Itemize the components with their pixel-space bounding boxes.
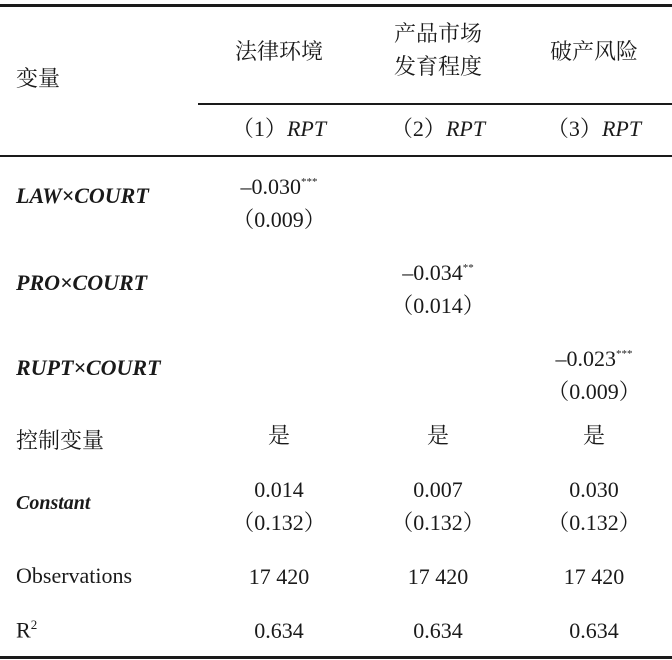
constant-value: 0.030 [569, 477, 619, 502]
constant-cell [516, 473, 672, 539]
coefficient: –0.030 [240, 174, 301, 199]
constant-cell [198, 473, 360, 539]
group-header-line: 发育程度 [393, 55, 482, 80]
column-variable: RPT [601, 116, 642, 141]
significance-stars: *** [301, 176, 318, 188]
column-header-2 [360, 112, 516, 145]
controls-value: 是 [267, 424, 290, 449]
constant-se: （0.132） [391, 510, 485, 535]
group-header-line: 破产风险 [549, 40, 638, 65]
bottom-rule [0, 656, 672, 659]
r-squared-exponent: 2 [30, 617, 38, 632]
standard-error: （0.009） [547, 379, 641, 404]
row-label-rupt-court: RUPT×COURT [16, 355, 161, 380]
controls-value: 是 [426, 424, 449, 449]
r-squared-value: 0.634 [569, 618, 619, 643]
constant-cell [360, 473, 516, 539]
controls-value: 是 [582, 424, 605, 449]
column-variable: RPT [286, 116, 327, 141]
group-header-line: 产品市场 [393, 22, 482, 47]
constant-value: 0.014 [254, 477, 304, 502]
group-header-bankruptcy [516, 36, 672, 69]
r-squared-value: 0.634 [254, 618, 304, 643]
observations-value: 17 420 [563, 564, 625, 589]
significance-stars: ** [462, 262, 474, 274]
group-header-law [198, 36, 360, 69]
constant-se: （0.132） [547, 510, 641, 535]
column-number: （2） [390, 116, 446, 141]
coefficient-cell [516, 338, 672, 408]
column-header-1 [198, 112, 360, 145]
column-number: （1） [231, 116, 287, 141]
coefficient-cell [360, 252, 516, 322]
coefficient: –0.034 [402, 260, 463, 285]
group-header-product-market [360, 18, 516, 84]
top-rule [0, 4, 672, 7]
constant-se: （0.132） [232, 510, 326, 535]
significance-stars: *** [616, 348, 633, 360]
row-label-observations: Observations [16, 563, 133, 588]
row-label-r-squared [16, 617, 37, 643]
row-label-law-court: LAW×COURT [16, 183, 149, 208]
coefficient-cell [198, 166, 360, 236]
r-squared-value: 0.634 [413, 618, 463, 643]
header-divider [198, 103, 672, 105]
header-bottom-rule [0, 155, 672, 157]
standard-error: （0.014） [391, 293, 485, 318]
row-label-constant: Constant [16, 492, 91, 514]
row-header-label: 变量 [16, 67, 61, 92]
coefficient: –0.023 [555, 346, 616, 371]
constant-value: 0.007 [413, 477, 463, 502]
r-squared-letter: R [16, 617, 31, 643]
column-number: （3） [546, 116, 602, 141]
row-label-controls: 控制变量 [16, 429, 105, 454]
observations-value: 17 420 [407, 564, 469, 589]
column-header-3 [516, 112, 672, 145]
column-variable: RPT [445, 116, 486, 141]
observations-value: 17 420 [248, 564, 310, 589]
group-header-line: 法律环境 [234, 40, 323, 65]
standard-error: （0.009） [232, 207, 326, 232]
row-label-pro-court: PRO×COURT [16, 270, 148, 295]
